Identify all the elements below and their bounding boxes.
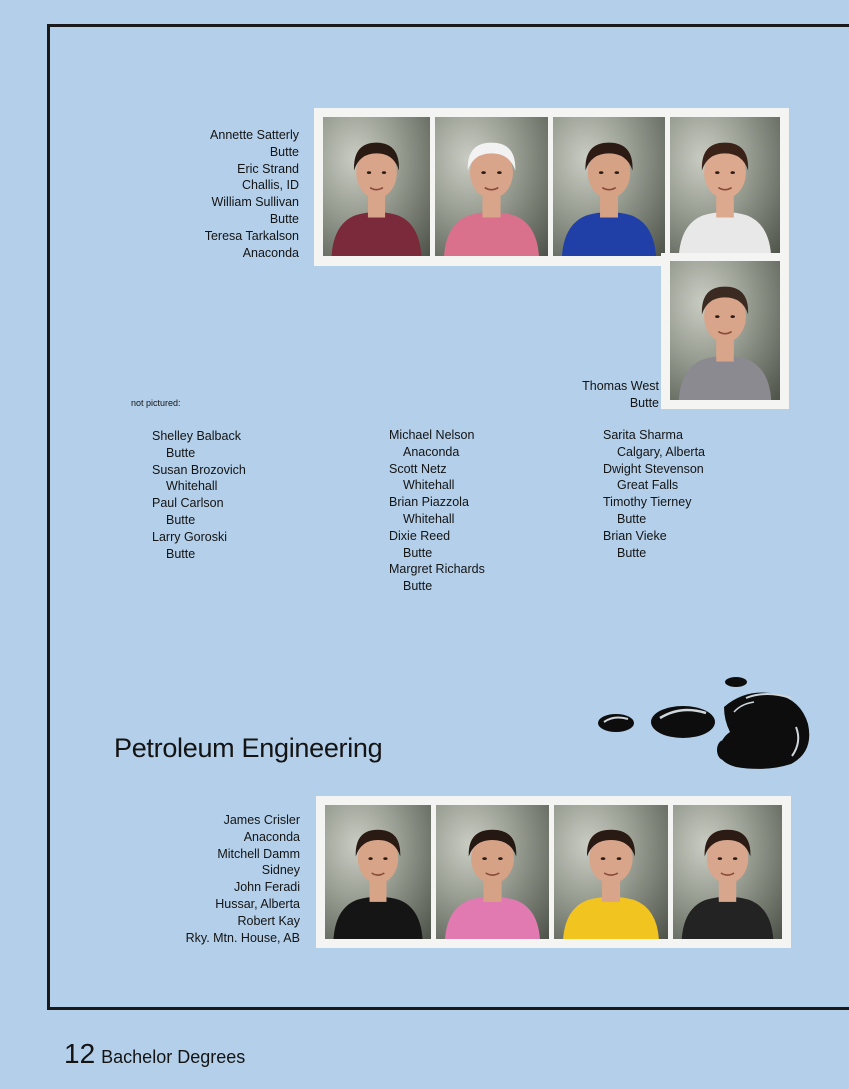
person-name: Teresa Tarkalson — [204, 228, 299, 243]
page-number: 12 — [64, 1038, 96, 1069]
top-names — [205, 127, 299, 261]
person-town: Whitehall — [403, 511, 455, 526]
person-town: Anaconda — [403, 444, 460, 459]
person-town: Butte — [629, 395, 659, 410]
portrait-silhouette — [670, 261, 780, 400]
person-town: Whitehall — [403, 478, 455, 493]
portrait-photo — [325, 805, 431, 939]
west-names — [582, 378, 659, 412]
portrait-photo — [670, 117, 780, 256]
portrait-silhouette — [673, 805, 782, 939]
person-name: Dixie Reed — [389, 528, 451, 543]
person-name: Paul Carlson — [152, 496, 224, 511]
person-name: William Sullivan — [211, 195, 299, 210]
person-name: Sarita Sharma — [603, 428, 683, 442]
footer-label: Bachelor Degrees — [101, 1047, 246, 1067]
person-name: Margret Richards — [389, 562, 485, 577]
person-name: Brian Piazzola — [389, 495, 469, 510]
person-town: Butte — [403, 579, 433, 594]
portrait-photo — [673, 805, 782, 939]
top-photo-strip — [314, 108, 789, 266]
person-name: Scott Netz — [389, 461, 447, 476]
petroleum-names — [186, 812, 300, 946]
portrait-photo — [554, 805, 668, 939]
portrait-photo — [553, 117, 665, 256]
not-pictured-column-3 — [603, 427, 705, 561]
portrait-silhouette — [670, 117, 780, 256]
person-town: Whitehall — [166, 479, 218, 494]
person-name: Larry Goroski — [152, 529, 228, 544]
not-pictured-column-2 — [389, 427, 485, 595]
not-pictured-label: not pictured: — [131, 398, 181, 408]
person-name: Susan Brozovich — [152, 462, 246, 477]
person-name: Annette Satterly — [210, 128, 299, 142]
person-name: Dwight Stevenson — [603, 461, 704, 476]
west-photo-frame — [661, 253, 789, 409]
person-name: Brian Vieke — [603, 528, 667, 543]
person-town: Butte — [617, 545, 647, 560]
person-town: Anaconda — [243, 829, 300, 844]
portrait-silhouette — [323, 117, 430, 256]
person-town: Great Falls — [617, 478, 679, 493]
portrait-silhouette — [553, 117, 665, 256]
person-town: Butte — [269, 211, 299, 226]
person-name: Thomas West — [582, 379, 659, 393]
person-name: James Crisler — [223, 813, 300, 827]
person-town: Butte — [403, 545, 433, 560]
person-name: Shelley Balback — [152, 429, 241, 443]
section-title: Petroleum Engineering — [114, 733, 383, 763]
person-name: Eric Strand — [237, 161, 299, 176]
portrait-silhouette — [325, 805, 431, 939]
petroleum-photo-strip — [316, 796, 791, 948]
person-name: Timothy Tierney — [603, 495, 692, 510]
person-town: Rky. Mtn. House, AB — [185, 930, 300, 945]
person-town: Anaconda — [242, 245, 299, 260]
portrait-photo — [323, 117, 430, 256]
person-town: Sidney — [261, 863, 300, 878]
oil-drops-graphic — [596, 672, 816, 782]
person-town: Hussar, Alberta — [215, 896, 300, 911]
portrait-silhouette — [435, 117, 548, 256]
person-town: Calgary, Alberta — [617, 444, 706, 459]
person-name: Robert Kay — [237, 913, 300, 928]
person-town: Butte — [617, 511, 647, 526]
portrait-photo — [435, 117, 548, 256]
portrait-silhouette — [436, 805, 549, 939]
person-town: Butte — [166, 546, 196, 561]
person-town: Butte — [166, 445, 196, 460]
person-town: Challis, ID — [242, 178, 299, 193]
portrait-silhouette — [554, 805, 668, 939]
portrait-photo — [670, 261, 780, 400]
page-footer — [64, 1038, 245, 1070]
portrait-photo — [436, 805, 549, 939]
person-name: Michael Nelson — [389, 428, 475, 442]
person-town: Butte — [269, 144, 299, 159]
person-name: Mitchell Damm — [217, 846, 300, 861]
person-name: John Feradi — [233, 880, 300, 895]
not-pictured-column-1 — [152, 428, 246, 562]
person-town: Butte — [166, 512, 196, 527]
